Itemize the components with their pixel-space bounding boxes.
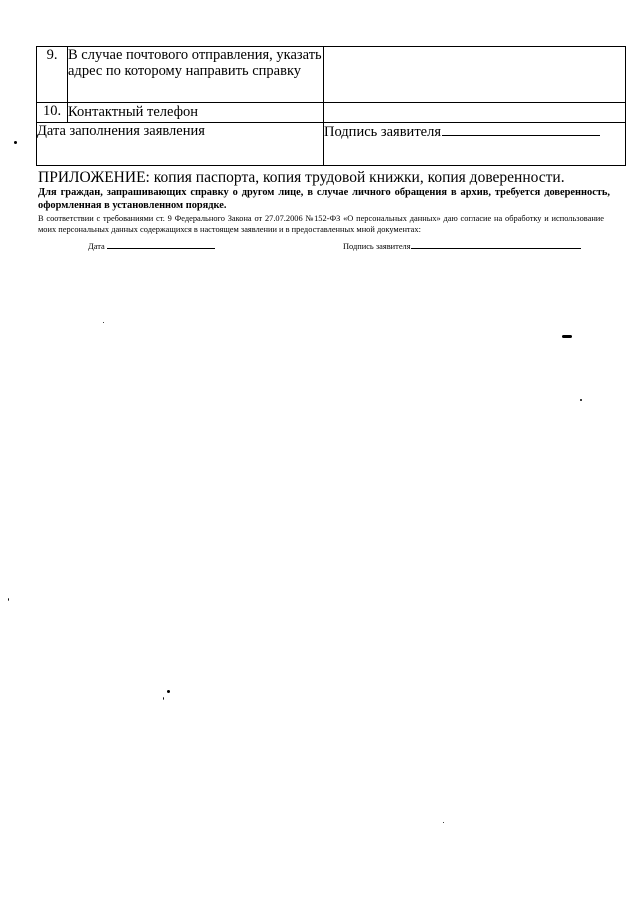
appendix-text: ПРИЛОЖЕНИЕ: копия паспорта, копия трудовой книжки, копия доверенности. (38, 169, 565, 186)
scan-speck (167, 690, 170, 693)
signature-line (442, 123, 600, 136)
application-form-table (36, 46, 626, 166)
row-label: Контактный телефон (68, 103, 324, 123)
personal-data-consent: В соответствии с требованиями ст. 9 Федерального Закона от 27.07.2006 №152-ФЗ «О персональных данных» даю согласие на обработку и использование моих персональных данных содержащихся в настоящем заявлении и в предоставленных мной документах: (38, 214, 604, 234)
applicant-signature-cell[interactable] (324, 123, 626, 166)
postal-address-field[interactable] (324, 47, 626, 103)
contact-phone-field[interactable] (324, 103, 626, 123)
row-number: 10. (37, 103, 68, 123)
consent-date-label: Дата (88, 242, 105, 251)
consent-date[interactable] (88, 240, 215, 252)
scan-speck (163, 697, 164, 700)
consent-signature[interactable] (343, 240, 581, 252)
scan-speck (14, 141, 17, 144)
application-date-label: Дата заполнения заявления (37, 123, 205, 139)
scan-speck (8, 598, 9, 601)
form-row-postal-address (37, 47, 626, 103)
consent-signature-line (411, 240, 581, 249)
scan-speck (580, 399, 582, 401)
application-date-cell[interactable] (37, 123, 324, 166)
form-row-signature (37, 123, 626, 166)
form-row-contact-phone (37, 103, 626, 123)
scan-speck (562, 335, 572, 338)
consent-signature-label: Подпись заявителя (343, 242, 411, 251)
power-of-attorney-note: Для граждан, запрашивающих справку о другом лице, в случае личного обращения в архив, требуется доверенность, оформленная в установленном порядке. (38, 187, 610, 211)
applicant-signature-label: Подпись заявителя (324, 124, 441, 140)
row-label: В случае почтового отправления, указать адрес по которому направить справку (68, 47, 324, 103)
row-number: 9. (37, 47, 68, 103)
scan-speck (103, 322, 104, 323)
scan-speck (443, 822, 444, 823)
consent-date-line (107, 240, 215, 249)
